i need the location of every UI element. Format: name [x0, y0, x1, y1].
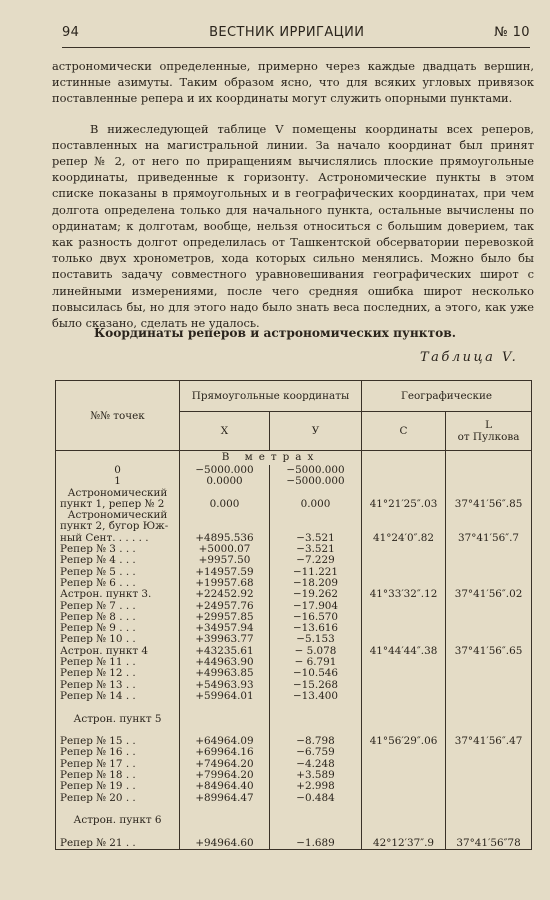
point-name-cell: пункт 1, репер № 2: [56, 499, 180, 510]
empty-cell: [446, 451, 532, 466]
x-coordinate-cell: +34957.94: [180, 623, 270, 634]
latitude-cell: [362, 623, 446, 634]
longitude-cell: [446, 510, 532, 521]
point-name-cell: Репер № 21 . .: [56, 838, 180, 850]
longitude-cell: [446, 601, 532, 612]
header-latitude: С: [362, 412, 446, 451]
point-name-cell: 1: [56, 476, 180, 487]
longitude-cell: [446, 793, 532, 804]
latitude-cell: [362, 770, 446, 781]
y-coordinate-cell: −8.798: [270, 736, 362, 747]
y-coordinate-cell: −0.484: [270, 793, 362, 804]
point-name-cell: Репер № 13 . .: [56, 680, 180, 691]
x-coordinate-cell: +4895.536: [180, 533, 270, 544]
x-coordinate-cell: +59964.01: [180, 691, 270, 702]
header-longitude: [446, 412, 532, 451]
point-name-cell: Репер № 10 . .: [56, 634, 180, 645]
longitude-cell: 37°41′56″.47: [446, 736, 532, 747]
latitude-cell: 41°21′25″.03: [362, 499, 446, 510]
longitude-cell: 37°41′56″.7: [446, 533, 532, 544]
x-coordinate-cell: 0.0000: [180, 476, 270, 487]
longitude-cell: [446, 770, 532, 781]
longitude-cell: [446, 612, 532, 623]
latitude-cell: 42°12′37″.9: [362, 838, 446, 850]
latitude-cell: [362, 747, 446, 758]
table-row: [56, 838, 532, 850]
x-coordinate-cell: −5000.000: [180, 465, 270, 476]
paragraph: В нижеследующей таблице V помещены координаты всех реперов, поставленных на магистральной линии. За начало координат был принят репер № 2, от него по приращениям вычислялись плоские прямоугольные координаты, приведенные к горизонту. Астрономические пункты в этом списке показаны в прямоугольных и в географических координатах, при чем долгота определена только для начального пункта, остальные вычислены по ординатам; к долготам, вообще, нельзя относиться с большим доверием, так как разность долгот определилась от Ташкентской обсерватории перевозкой только двух хронометров, хода которых сильно менялись. Можно было бы поставить задачу совместного уравновешивания географических широт с линейными измерениями, после чего средняя ошибка широт несколько повысилась бы, но для этого надо было знать веса последних, а этого, как уже было сказано, сделать не удалось.: [52, 121, 534, 331]
point-name-cell: Репер № 5 . . .: [56, 567, 180, 578]
point-name-cell: Репер № 9 . . .: [56, 623, 180, 634]
latitude-cell: [362, 657, 446, 668]
x-coordinate-cell: +19957.68: [180, 578, 270, 589]
latitude-cell: 41°56′29″.06: [362, 736, 446, 747]
table-row: [56, 793, 532, 804]
x-coordinate-cell: +54963.93: [180, 680, 270, 691]
longitude-cell: [446, 815, 532, 826]
point-name-cell: Репер № 19 . .: [56, 781, 180, 792]
latitude-cell: [362, 612, 446, 623]
latitude-cell: [362, 781, 446, 792]
y-coordinate-cell: 0.000: [270, 499, 362, 510]
table-row: [56, 589, 532, 600]
latitude-cell: [362, 555, 446, 566]
point-name-cell: Репер № 20 . .: [56, 793, 180, 804]
x-coordinate-cell: [180, 714, 270, 725]
x-coordinate-cell: +74964.20: [180, 759, 270, 770]
point-name-cell: Репер № 14 . .: [56, 691, 180, 702]
latitude-cell: [362, 668, 446, 679]
x-coordinate-cell: [180, 804, 270, 815]
point-name-cell: Репер № 6 . . .: [56, 578, 180, 589]
point-name-cell: Репер № 4 . . .: [56, 555, 180, 566]
y-coordinate-cell: − 5.078: [270, 646, 362, 657]
point-name-cell: пункт 2, бугор Юж-: [56, 521, 180, 532]
y-coordinate-cell: −16.570: [270, 612, 362, 623]
point-name-cell: Астрон. пункт 5: [56, 714, 180, 725]
x-coordinate-cell: +39963.77: [180, 634, 270, 645]
header-points: №№ точек: [56, 381, 180, 451]
point-name-cell: Репер № 8 . . .: [56, 612, 180, 623]
point-name-cell: Астрон. пункт 6: [56, 815, 180, 826]
point-name-cell: Репер № 18 . .: [56, 770, 180, 781]
x-coordinate-cell: +14957.59: [180, 567, 270, 578]
longitude-cell: 37°41′56″78: [446, 838, 532, 850]
point-name-cell: Репер № 16 . .: [56, 747, 180, 758]
longitude-cell: 37°41′56″.85: [446, 499, 532, 510]
y-coordinate-cell: −5000.000: [270, 465, 362, 476]
point-name-cell: 0: [56, 465, 180, 476]
point-name-cell: ный Сент. . . . . .: [56, 533, 180, 544]
point-name-cell: Астрон. пункт 3.: [56, 589, 180, 600]
point-name-cell: [56, 702, 180, 713]
point-name-cell: Астрономический: [56, 488, 180, 499]
longitude-cell: 37°41′56″.65: [446, 646, 532, 657]
point-name-cell: Астрон. пункт 4: [56, 646, 180, 657]
header-y: У: [270, 412, 362, 451]
header-longitude-symbol: L: [485, 419, 492, 431]
x-coordinate-cell: +44963.90: [180, 657, 270, 668]
point-name-cell: Репер № 7 . . .: [56, 601, 180, 612]
y-coordinate-cell: − 6.791: [270, 657, 362, 668]
x-coordinate-cell: 0.000: [180, 499, 270, 510]
latitude-cell: [362, 544, 446, 555]
header-geographic: Географические: [362, 381, 532, 412]
y-coordinate-cell: [270, 804, 362, 815]
y-coordinate-cell: −3.521: [270, 533, 362, 544]
empty-cell: [56, 451, 180, 466]
table-row: [56, 702, 532, 713]
point-name-cell: Репер № 15 . .: [56, 736, 180, 747]
empty-cell: [362, 451, 446, 466]
latitude-cell: [362, 691, 446, 702]
coordinates-table: [55, 380, 532, 850]
latitude-cell: [362, 680, 446, 691]
latitude-cell: [362, 714, 446, 725]
latitude-cell: 41°33′32″.12: [362, 589, 446, 600]
longitude-cell: [446, 465, 532, 476]
table-row: [56, 815, 532, 826]
longitude-cell: [446, 657, 532, 668]
latitude-cell: [362, 815, 446, 826]
x-coordinate-cell: +84964.40: [180, 781, 270, 792]
latitude-cell: 41°24′0″.82: [362, 533, 446, 544]
y-coordinate-cell: −19.262: [270, 589, 362, 600]
point-name-cell: Репер № 11 . .: [56, 657, 180, 668]
table-row: [56, 781, 532, 792]
latitude-cell: [362, 465, 446, 476]
y-coordinate-cell: [270, 815, 362, 826]
y-coordinate-cell: [270, 510, 362, 521]
table-number: Таблица V.: [420, 350, 519, 365]
x-coordinate-cell: +94964.60: [180, 838, 270, 850]
x-coordinate-cell: +5000.07: [180, 544, 270, 555]
y-coordinate-cell: −13.400: [270, 691, 362, 702]
y-coordinate-cell: [270, 714, 362, 725]
latitude-cell: [362, 702, 446, 713]
header-x: X: [180, 412, 270, 451]
x-coordinate-cell: +49963.85: [180, 668, 270, 679]
header-rectangular: Прямоугольные координаты: [180, 381, 362, 412]
longitude-cell: [446, 747, 532, 758]
table-row: [56, 714, 532, 725]
x-coordinate-cell: +79964.20: [180, 770, 270, 781]
latitude-cell: [362, 793, 446, 804]
y-coordinate-cell: −3.521: [270, 544, 362, 555]
x-coordinate-cell: +24957.76: [180, 601, 270, 612]
y-coordinate-cell: −1.689: [270, 838, 362, 850]
y-coordinate-cell: −4.248: [270, 759, 362, 770]
table-row: [56, 691, 532, 702]
x-coordinate-cell: +43235.61: [180, 646, 270, 657]
longitude-cell: 37°41′56″.02: [446, 589, 532, 600]
y-coordinate-cell: +2.998: [270, 781, 362, 792]
running-header: [62, 20, 530, 44]
header-longitude-origin: от Пулкова: [457, 431, 520, 443]
table-row: [56, 668, 532, 679]
longitude-cell: [446, 714, 532, 725]
units-row: [56, 451, 532, 466]
latitude-cell: 41°44′44″.38: [362, 646, 446, 657]
x-coordinate-cell: [180, 510, 270, 521]
y-coordinate-cell: −18.209: [270, 578, 362, 589]
longitude-cell: [446, 702, 532, 713]
point-name-cell: Репер № 17 . .: [56, 759, 180, 770]
journal-title: ВЕСТНИК ИРРИГАЦИИ: [209, 24, 365, 40]
point-name-cell: Репер № 3 . . .: [56, 544, 180, 555]
y-coordinate-cell: +3.589: [270, 770, 362, 781]
longitude-cell: [446, 567, 532, 578]
longitude-cell: [446, 555, 532, 566]
latitude-cell: [362, 476, 446, 487]
y-coordinate-cell: [270, 702, 362, 713]
y-coordinate-cell: −5.153: [270, 634, 362, 645]
paragraph: астрономически определенные, примерно через каждые двадцать вершин, истинные азимуты. Таким образом ясно, что для всяких угловых привязок поставленные репера и их координаты могут служить опорными пунктами.: [52, 59, 534, 106]
x-coordinate-cell: +22452.92: [180, 589, 270, 600]
longitude-cell: [446, 623, 532, 634]
x-coordinate-cell: +69964.16: [180, 747, 270, 758]
y-coordinate-cell: −11.221: [270, 567, 362, 578]
y-coordinate-cell: −15.268: [270, 680, 362, 691]
table-row: [56, 476, 532, 487]
x-coordinate-cell: [180, 815, 270, 826]
latitude-cell: [362, 567, 446, 578]
header-rule: [62, 47, 530, 48]
longitude-cell: [446, 668, 532, 679]
units-label: В метрах: [180, 451, 362, 466]
y-coordinate-cell: −17.904: [270, 601, 362, 612]
latitude-cell: [362, 804, 446, 815]
longitude-cell: [446, 691, 532, 702]
issue-number: № 10: [494, 24, 530, 40]
x-coordinate-cell: +64964.09: [180, 736, 270, 747]
y-coordinate-cell: −6.759: [270, 747, 362, 758]
point-name-cell: Репер № 12 . .: [56, 668, 180, 679]
longitude-cell: [446, 759, 532, 770]
x-coordinate-cell: +89964.47: [180, 793, 270, 804]
y-coordinate-cell: −7.229: [270, 555, 362, 566]
page-number: 94: [62, 24, 80, 40]
y-coordinate-cell: −10.546: [270, 668, 362, 679]
longitude-cell: [446, 781, 532, 792]
x-coordinate-cell: +9957.50: [180, 555, 270, 566]
y-coordinate-cell: −5000.000: [270, 476, 362, 487]
table-row: [56, 555, 532, 566]
point-name-cell: Астрономический: [56, 510, 180, 521]
latitude-cell: [362, 510, 446, 521]
longitude-cell: [446, 544, 532, 555]
longitude-cell: [446, 680, 532, 691]
y-coordinate-cell: −13.616: [270, 623, 362, 634]
x-coordinate-cell: +29957.85: [180, 612, 270, 623]
longitude-cell: [446, 804, 532, 815]
latitude-cell: [362, 601, 446, 612]
latitude-cell: [362, 759, 446, 770]
table-caption: Координаты реперов и астрономических пунктов.: [94, 326, 456, 340]
body-text: [52, 58, 534, 331]
longitude-cell: [446, 476, 532, 487]
x-coordinate-cell: [180, 702, 270, 713]
